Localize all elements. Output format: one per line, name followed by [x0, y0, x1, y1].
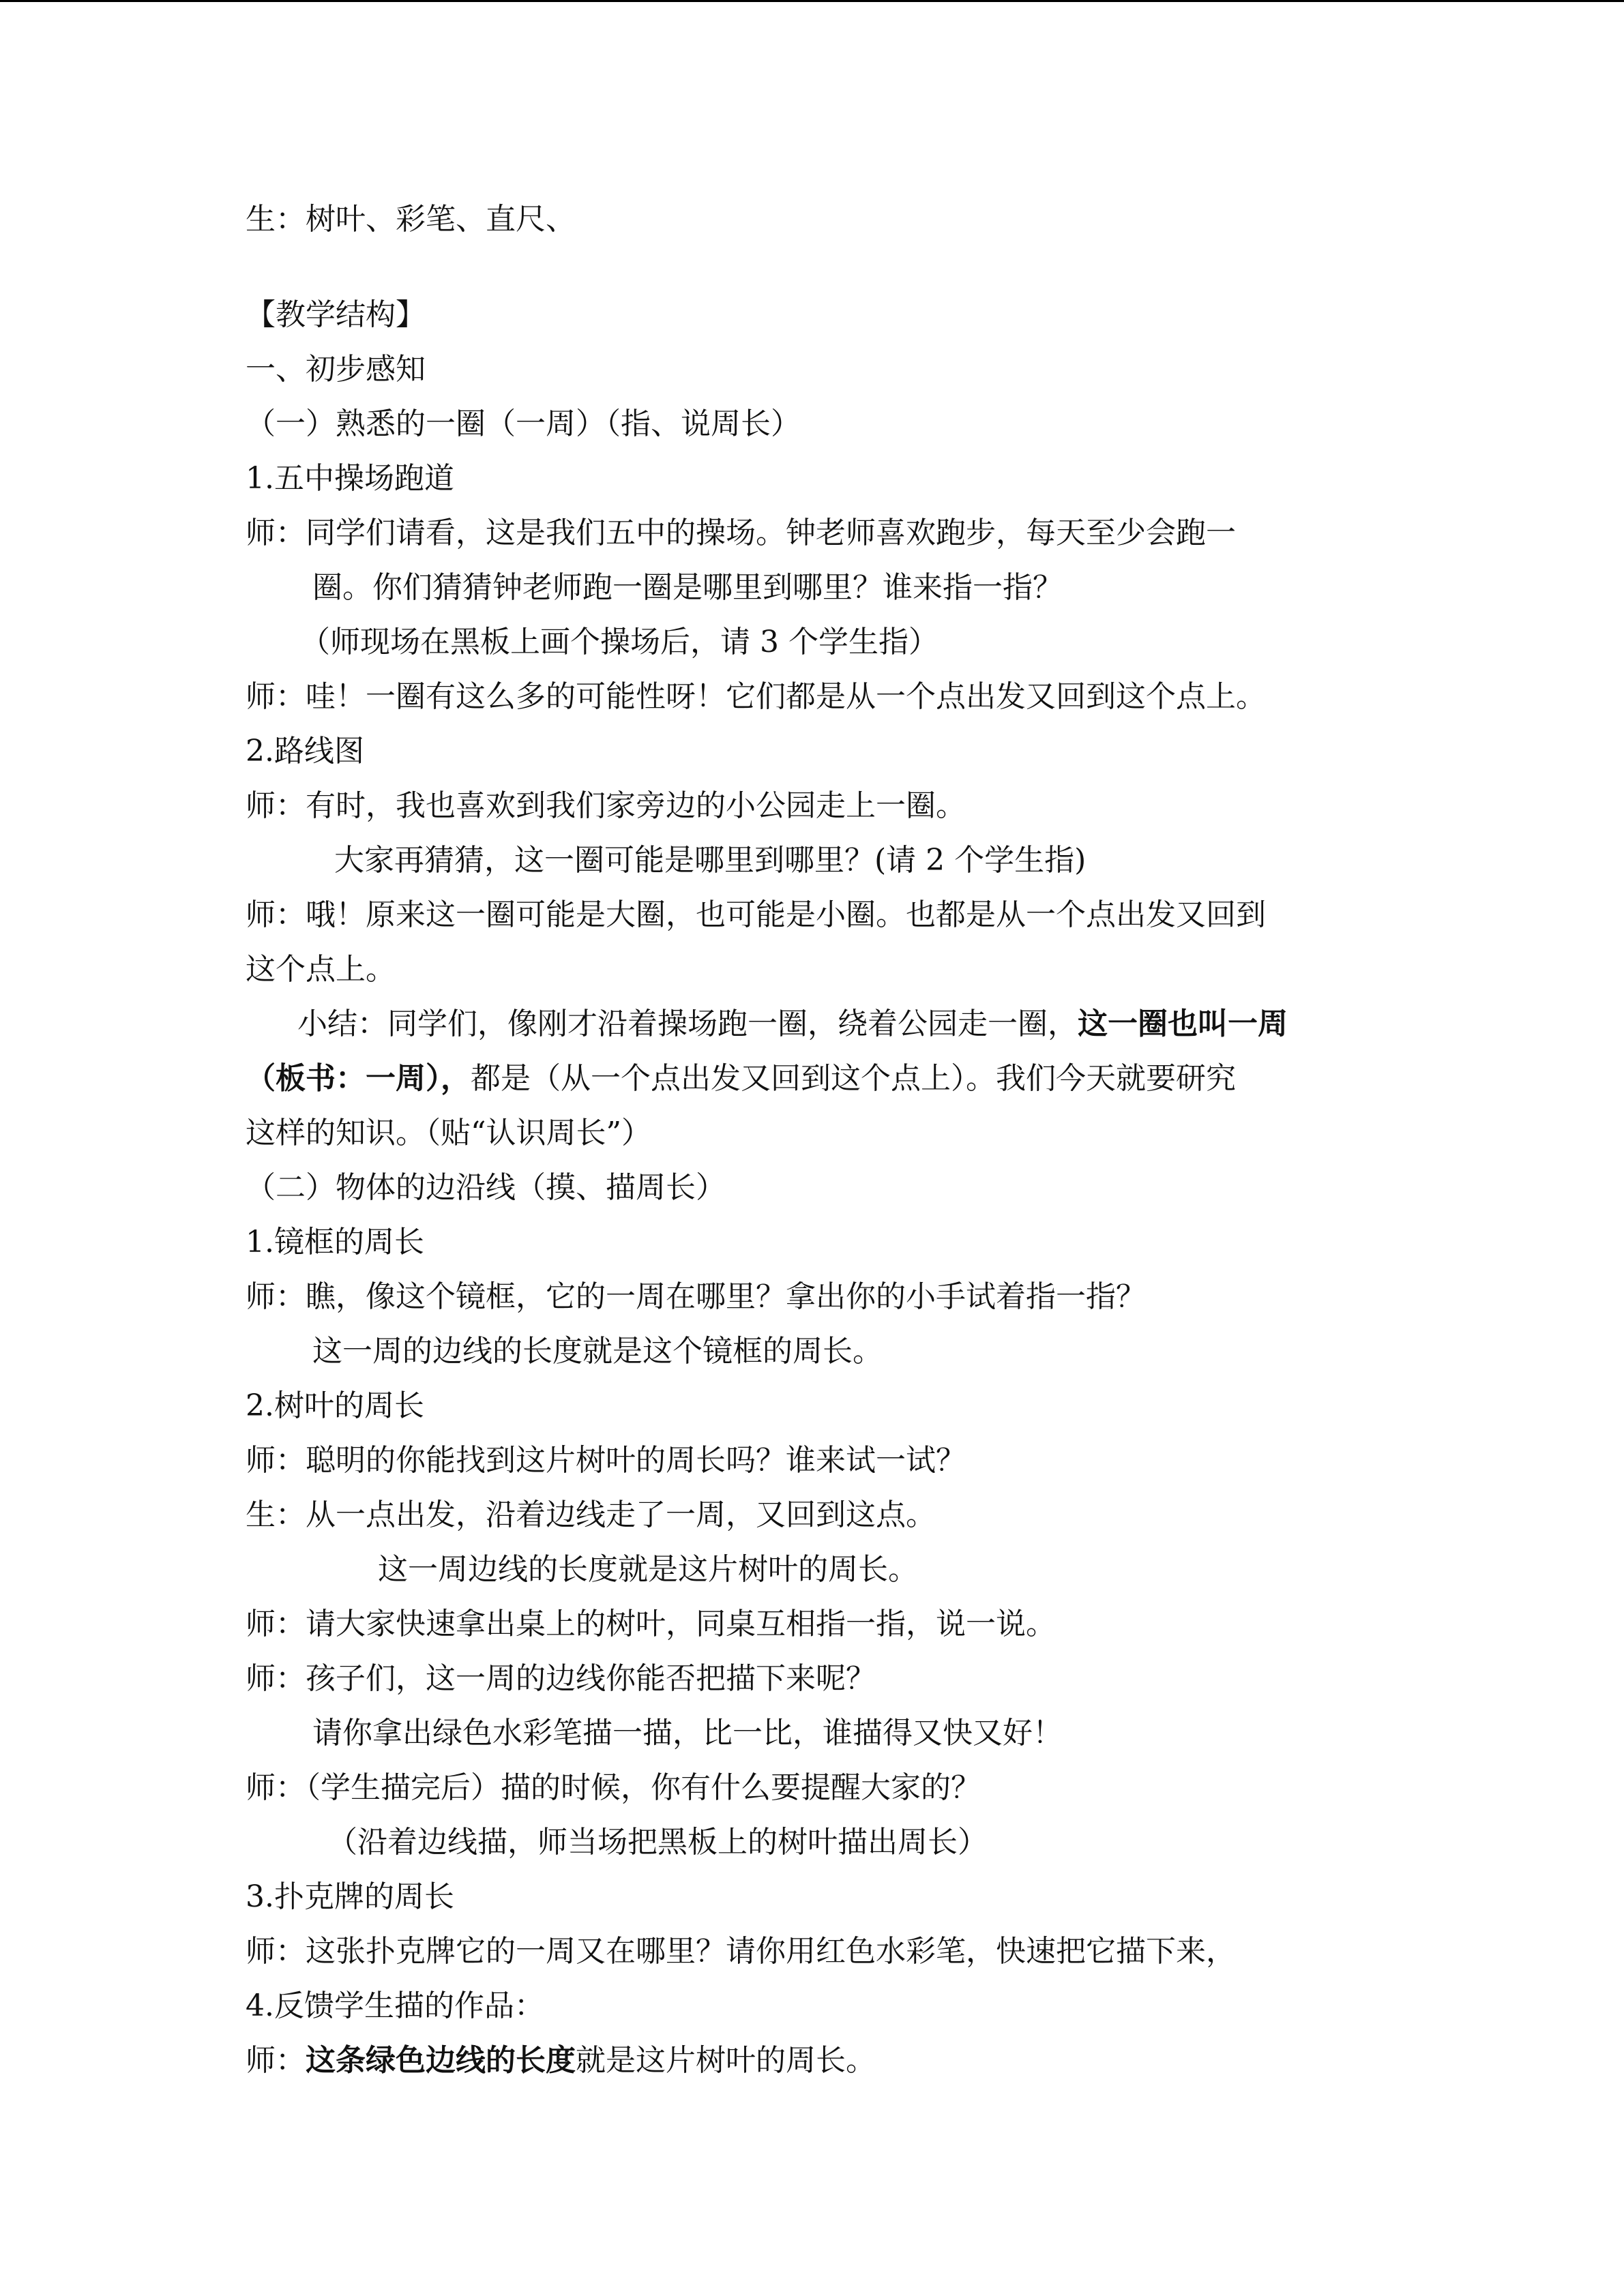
line-text: 就是这片树叶的周长。 — [576, 2043, 876, 2078]
summary-text: 都是（从一个点出发又回到这个点上）。我们今天就要研究 — [471, 1061, 1236, 1096]
teacher-line: 师：（学生描完后）描的时候，你有什么要提醒大家的？ — [246, 1770, 981, 1805]
teacher-line: 师：这张扑克牌它的一周又在哪里？请你用红色水彩笔，快速把它描下来， — [246, 1934, 1236, 1969]
page-top-border — [0, 0, 1624, 2]
teacher-line — [246, 2043, 876, 2078]
continuation-line: 这一周边线的长度就是这片树叶的周长。 — [378, 1552, 918, 1587]
continuation-line: 这个点上。 — [246, 952, 396, 987]
item-card-perimeter: 3.扑克牌的周长 — [246, 1879, 454, 1914]
emphasis-text: 这条绿色边线的长度 — [306, 2043, 576, 2078]
stage-note: （沿着边线描，师当场把黑板上的树叶描出周长） — [327, 1825, 988, 1860]
board-note-bold: （板书：一周）， — [246, 1061, 471, 1096]
item-route-map: 2.路线图 — [246, 734, 364, 769]
teacher-line: 师：哇！一圈有这么多的可能性呀！它们都是从一个点出发又回到这个点上。 — [246, 679, 1266, 714]
teacher-line: 师：请大家快速拿出桌上的树叶，同桌互相指一指，说一说。 — [246, 1607, 1056, 1641]
continuation-line: 这一周的边线的长度就是这个镜框的周长。 — [312, 1334, 883, 1369]
item-feedback: 4.反馈学生描的作品： — [246, 1988, 544, 2023]
summary-line — [246, 1061, 1236, 1097]
stage-note: （师现场在黑板上画个操场后，请 3 个学生指） — [300, 625, 939, 659]
summary-text: 小结：同学们，像刚才沿着操场跑一圈，绕着公园走一圈， — [297, 1007, 1078, 1041]
summary-line — [297, 1007, 1288, 1042]
continuation-line: 请你拿出绿色水彩笔描一描，比一比，谁描得又快又好！ — [312, 1716, 1063, 1750]
continuation-line: 大家再猜猜，这一圈可能是哪里到哪里？(请 2 个学生指) — [334, 843, 1087, 878]
teacher-line: 师：瞧，像这个镜框，它的一周在哪里？拿出你的小手试着指一指？ — [246, 1279, 1146, 1314]
item-track: 1.五中操场跑道 — [246, 461, 454, 496]
item-leaf-perimeter: 2.树叶的周长 — [246, 1388, 424, 1423]
teacher-line: 师：有时，我也喜欢到我们家旁边的小公园走上一圈。 — [246, 788, 966, 823]
teacher-line: 师：哦！原来这一圈可能是大圈，也可能是小圈。也都是从一个点出发又回到 — [246, 897, 1266, 932]
teacher-line: 师：同学们请看，这是我们五中的操场。钟老师喜欢跑步，每天至少会跑一 — [246, 516, 1236, 550]
summary-line: 这样的知识。（贴“认识周长”） — [246, 1116, 651, 1150]
student-line: 生：从一点出发，沿着边线走了一周，又回到这点。 — [246, 1497, 936, 1532]
continuation-line: 圈。你们猜猜钟老师跑一圈是哪里到哪里？谁来指一指？ — [312, 570, 1063, 605]
heading-preliminary-perception: 一、初步感知 — [246, 352, 426, 387]
subheading-edge-line: （二）物体的边沿线（摸、描周长） — [246, 1170, 726, 1205]
teacher-line: 师：孩子们，这一周的边线你能否把描下来呢？ — [246, 1661, 876, 1696]
student-materials-line: 生：树叶、彩笔、直尺、 — [246, 202, 576, 237]
speaker-label: 师： — [246, 2043, 306, 2078]
item-frame-perimeter: 1.镜框的周长 — [246, 1225, 424, 1259]
subheading-familiar-circle: （一）熟悉的一圈（一周）（指、说周长） — [246, 406, 801, 441]
teacher-line: 师：聪明的你能找到这片树叶的周长吗？谁来试一试？ — [246, 1443, 966, 1478]
summary-bold-text: 这一圈也叫一周 — [1078, 1007, 1288, 1041]
section-heading-teaching-structure: 【教学结构】 — [246, 297, 426, 332]
